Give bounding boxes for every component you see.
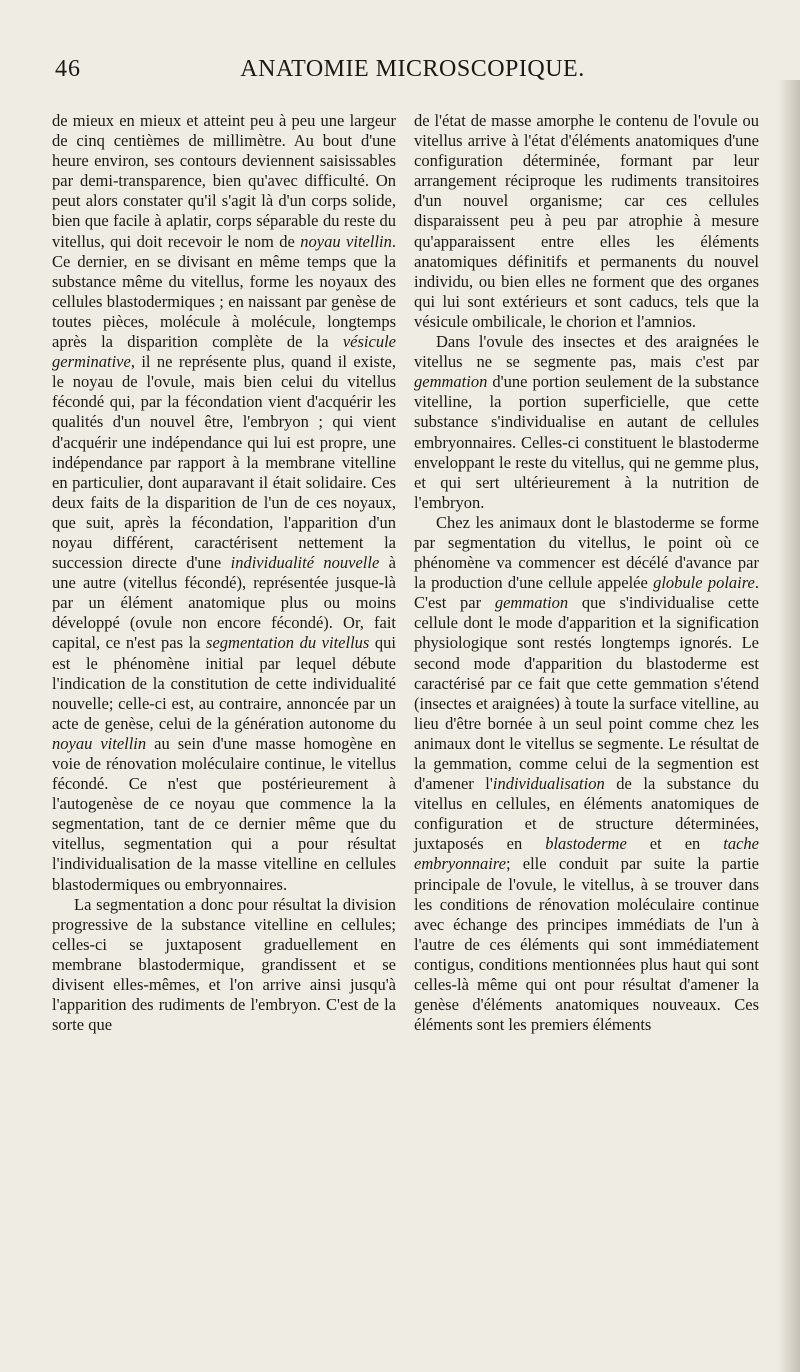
left-column	[52, 111, 396, 1035]
paragraph	[414, 513, 759, 1035]
italic-term: individualité nouvelle	[230, 553, 380, 573]
italic-term: blastoderme	[545, 834, 627, 854]
paragraph: La segmentation a donc pour résultat la division progressive de la substance vitelline en cellules; celles-ci se juxtaposent graduellement en membrane blastodermique, grandissent et se divisent elles-mêmes, et l'on arrive ainsi jusqu'à l'apparition des rudiments de l'embryon. C'est de la sorte que	[52, 894, 396, 1035]
paragraph	[52, 111, 396, 895]
italic-term: gemmation	[494, 593, 569, 613]
text-run: Chez les animaux dont le blastoderme se forme par segmentation du vitellus, le point où ce phénomène va commencer est décélé d'avance par la production d'une cellule appelée	[414, 512, 759, 593]
page-header	[55, 56, 770, 96]
italic-term: individualisation	[492, 774, 605, 794]
text-run: de mieux en mieux et atteint peu à peu une largeur de cinq centièmes de millimètre. Au bout d'une heure environ, ses contours deviennent saisissables par demi-transparence, bien qu'avec difficulté. On peut alors constater qu'il s'agit là d'un corps solide, bien que facile à aplatir, corps séparable du reste du vitellus, qui doit recevoir le nom de	[52, 111, 396, 251]
text-run: que s'individualise cette cellule dont le mode d'apparition et la signification physiologique sont restés longtemps ignorés. Le second mode d'apparition du blastoderme est caractérisé par ce fait que cette gemmation s'étend (insectes et araignées) à toute la surface vitelline, au lieu d'être bornée à un seul point comme chez les animaux dont le vitellus se segmente. Le résultat de la gemmation, comme celui de la segmention est d'amener l'	[414, 593, 759, 794]
italic-term: noyau vitellin	[300, 231, 392, 251]
paragraph	[414, 332, 759, 513]
page-number: 46	[55, 56, 81, 82]
paragraph: de l'état de masse amorphe le contenu de l'ovule ou vitellus arrive à l'état d'éléments anatomiques d'une configuration déterminée, formant par leur arrangement réciproque les rudiments transitoires d'un nouvel organisme; car ces cellules disparaissent peu à peu par atrophie à mesure qu'apparaissent entre elles les éléments anatomiques définitifs et permanents du nouvel individu, ou bien elles ne forment que des organes qui lui sont extérieurs et sont caducs, tels que la vésicule ombilicale, le chorion et l'amnios.	[414, 111, 759, 331]
italic-term: segmentation du vitellus	[206, 633, 370, 653]
italic-term: noyau vitellin	[52, 733, 147, 753]
italic-term: gemmation	[414, 372, 488, 392]
text-run: . C'est par	[414, 573, 760, 613]
italic-term: globule polaire	[653, 573, 755, 593]
text-run: de la substance du vitellus en cellules, en éléments anatomiques de configuration et de structure déterminées, juxtaposés en	[414, 774, 759, 854]
text-run: . Ce dernier, en se divisant en même temps que la substance même du vitellus, forme les noyaux des cellules blastodermiques ; en naissant par genèse de toutes pièces, molécule à molécule, longtemps après la disparition complète de la	[52, 231, 396, 352]
italic-term: vésicule germinative	[52, 332, 396, 372]
italic-term: tache embryonnaire	[414, 834, 759, 874]
text-run: ; elle conduit par suite la partie principale de l'ovule, le vitellus, à se trouver dans les conditions de rénovation moléculaire continue avec échange des principes immédiats de l'un à l'autre de ces éléments qui sont immédiatement contigus, conditions mentionnées plus haut qui sont celles-là même qui ont pour résultat d'amener la genèse d'éléments anatomiques nouveaux. Ces éléments sont les premiers éléments	[414, 854, 759, 1035]
text-run: qui est le phénomène initial par lequel débute l'indication de la constitution de cette individualité nouvelle; celle-ci est, au contraire, annoncée par un acte de genèse, celui de la génération autonome du	[52, 633, 396, 733]
running-head: ANATOMIE MICROSCOPIQUE.	[240, 56, 585, 82]
text-run: au sein d'une masse homogène en voie de rénovation moléculaire continue, le vitellus fécondé. Ce n'est que postérieurement à l'autogenèse de ce noyau que commence la la segmentation, tant de ce dernier même que du vitellus, segmentation qui a pour résultat l'individualisation de la masse vitelline en cellules blastodermiques ou embryonnaires.	[52, 733, 396, 894]
text-run: , il ne représente plus, quand il existe, le noyau de l'ovule, mais bien celui du vitellus fécondé qui, par la fécondation vient d'acquérir les qualités d'un nouvel être, l'embryon ; qui vient d'acquérir une indépendance qui lui est propre, une indépendance par rapport à la membrane vitelline en particulier, dont auparavant il était solidaire. Ces deux faits de la disparition de l'un de ces noyaux, que suit, après la fécondation, l'apparition d'un noyau différent, caractérisent nettement la succession directe d'une	[52, 352, 396, 573]
text-run: et en	[626, 834, 724, 854]
text-run: à une autre (vitellus fécondé), représentée jusque-là par un élément anatomique plus ou moins développé (ovule non encore fécondé). Or, fait capital, ce n'est pas la	[52, 553, 396, 653]
right-column	[414, 111, 759, 1035]
text-run: d'une portion seulement de la substance vitelline, la portion superficielle, que cette substance s'individualise en autant de cellules embryonnaires. Celles-ci constituent le blastoderme enveloppant le reste du vitellus, qui ne gemme plus, et qui sert ultérieurement à la nutrition de l'embryon.	[414, 372, 759, 512]
page-edge-shadow	[778, 80, 800, 1372]
text-run: Dans l'ovule des insectes et des araignées le vitellus ne se segmente pas, mais c'est par	[414, 332, 759, 372]
